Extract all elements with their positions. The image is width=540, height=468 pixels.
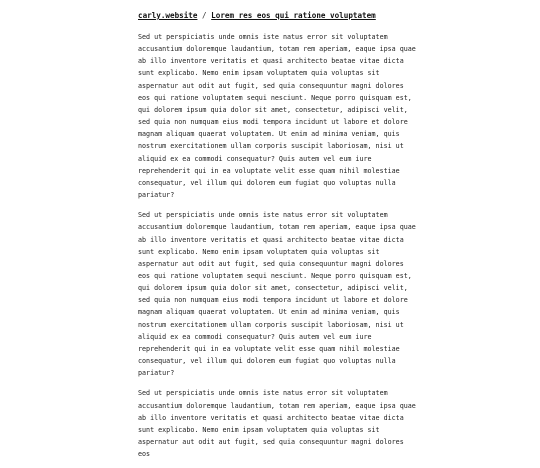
site-home-link[interactable]: carly.website [138, 11, 198, 20]
breadcrumb-separator: / [202, 11, 207, 20]
body-paragraph: Sed ut perspiciatis unde omnis iste natus error sit voluptatem accusantium doloremque laudantium, totam rem aperiam, eaque ipsa quae ab illo inventore veritatis et quasi architecto beatae vitae dicta sunt explicabo. Nemo enim ipsam voluptatem quia voluptas sit aspernatur aut odit aut fugit, sed quia consequuntur magni dolores eos qui ratione voluptatem sequi nesciunt. Neque porro quisquam est, qui dolorem ipsum quia dolor sit amet, consectetur, adipisci velit, sed quia non numquam eius modi tempora incidunt ut labore et dolore magnam aliquam quaerat voluptatem. Ut enim ad minima veniam, quis nostrum exercitationem ullam corporis suscipit laboriosam, nisi ut aliquid ex ea commodi consequatur? Quis autem vel eum iure reprehenderit qui in ea voluptate velit esse quam nihil molestiae consequatur, vel illum qui dolorem eum fugiat quo voluptas nulla pariatur? [138, 211, 416, 378]
page-content [138, 10, 418, 468]
page-title-link[interactable]: Lorem res eos qui ratione voluptatem [211, 11, 376, 20]
body-paragraph: Sed ut perspiciatis unde omnis iste natus error sit voluptatem accusantium doloremque laudantium, totam rem aperiam, eaque ipsa quae ab illo inventore veritatis et quasi architecto beatae vitae dicta sunt explicabo. Nemo enim ipsam voluptatem quia voluptas sit aspernatur aut odit aut fugit, sed quia consequuntur magni dolores eos [138, 389, 416, 459]
breadcrumb [138, 10, 418, 22]
body-paragraph: Sed ut perspiciatis unde omnis iste natus error sit voluptatem accusantium doloremque laudantium, totam rem aperiam, eaque ipsa quae ab illo inventore veritatis et quasi architecto beatae vitae dicta sunt explicabo. Nemo enim ipsam voluptatem quia voluptas sit aspernatur aut odit aut fugit, sed quia consequuntur magni dolores eos qui ratione voluptatem sequi nesciunt. Neque porro quisquam est, qui dolorem ipsum quia dolor sit amet, consectetur, adipisci velit, sed quia non numquam eius modi tempora incidunt ut labore et dolore magnam aliquam quaerat voluptatem. Ut enim ad minima veniam, quis nostrum exercitationem ullam corporis suscipit laboriosam, nisi ut aliquid ex ea commodi consequatur? Quis autem vel eum iure reprehenderit qui in ea voluptate velit esse quam nihil molestiae consequatur, vel illum qui dolorem eum fugiat quo voluptas nulla pariatur? [138, 33, 416, 200]
